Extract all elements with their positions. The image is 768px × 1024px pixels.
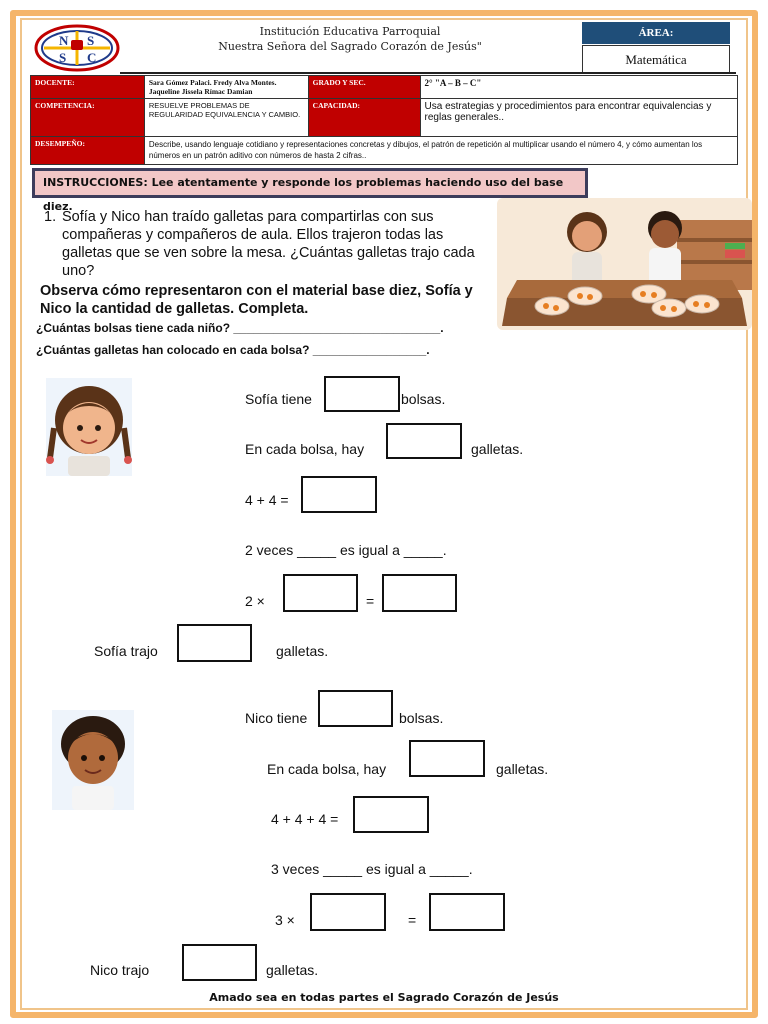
institution-line-1: Institución Educativa Parroquial (259, 25, 441, 38)
observe-instruction: Observa cómo representaron con el material base diez, Sofía y Nico la cantidad de galletas. Completa. (40, 283, 473, 317)
nico-mult-factor-box[interactable] (310, 893, 386, 931)
children-with-cookies-illustration (497, 198, 752, 330)
nico-trajo-galletas-label: galletas. (266, 962, 319, 978)
docente-value-line-2: Jaqueline Jissela Rímac Damian (148, 87, 253, 96)
problem-number: 1. (44, 209, 57, 225)
nico-en-cada-label: En cada bolsa, hay (267, 761, 387, 777)
logo-letter: S (87, 33, 95, 48)
nico-mult-result-box[interactable] (429, 893, 505, 931)
docente-value-line-1: Sara Gómez Palaci. Fredy Alva Montes. (148, 78, 277, 87)
sofia-sum-answer-box[interactable] (301, 476, 377, 513)
docente-value (144, 76, 308, 99)
capacidad-label: CAPACIDAD: (308, 99, 420, 137)
logo-letter: N (59, 33, 69, 48)
nico-sum-answer-box[interactable] (353, 796, 429, 833)
docente-label: DOCENTE: (31, 76, 145, 99)
question-bags: ¿Cuántas bolsas tiene cada niño? _______________________________. (36, 321, 444, 335)
nico-veces-sentence: 3 veces _____ es igual a _____. (271, 861, 473, 877)
institution-line-2: Nuestra Señora del Sagrado Corazón de Jesús" (218, 40, 482, 53)
sofia-cookies-per-bag-box[interactable] (386, 423, 462, 459)
nico-total-answer-box[interactable] (182, 944, 257, 981)
question-cookies: ¿Cuántas galletas han colocado en cada bolsa? _________________. (36, 343, 430, 357)
problem-statement (44, 208, 484, 280)
grado-value: 2° "A – B – C" (420, 76, 737, 99)
nico-cookies-per-bag-box[interactable] (409, 740, 485, 777)
sofia-en-cada-label: En cada bolsa, hay (245, 441, 365, 457)
nico-trajo-label: Nico trajo (90, 962, 150, 978)
desempeno-value: Describe, usando lenguaje cotidiano y representaciones concretas y dibujos, el patrón de repetición al multiplicar usando el número 4, y cómo aumentan los números en un patrón aditivo con números de hasta 2 cifras.. (144, 137, 737, 165)
sofia-trajo-label: Sofía trajo (94, 643, 158, 659)
sofia-trajo-galletas-label: galletas. (276, 643, 329, 659)
header-divider (120, 72, 736, 74)
footer-motto: Amado sea en todas partes el Sagrado Corazón de Jesús (209, 991, 559, 1004)
sofia-total-answer-box[interactable] (177, 624, 252, 662)
instructions-banner: INSTRUCCIONES: Lee atentamente y responde los problemas haciendo uso del base diez. (32, 168, 588, 198)
competencia-value (144, 99, 308, 137)
competencia-value-line-1: RESUELVE PROBLEMAS DE (148, 101, 250, 110)
sofia-galletas-label: galletas. (471, 441, 524, 457)
sofia-veces-sentence: 2 veces _____ es igual a _____. (245, 542, 447, 558)
sofia-equals-sign: = (366, 593, 375, 609)
sofia-bags-answer-box[interactable] (324, 376, 400, 412)
school-logo (34, 24, 120, 72)
info-table (30, 75, 738, 165)
area-value: Matemática (582, 45, 730, 73)
nico-tiene-label: Nico tiene (245, 710, 308, 726)
area-label: ÁREA: (582, 22, 730, 44)
logo-letter: S (59, 50, 67, 65)
nico-portrait (52, 710, 134, 810)
sofia-mult-label: 2 × (245, 593, 265, 609)
nico-bolsas-label: bolsas. (399, 710, 444, 726)
institution-name (140, 24, 560, 54)
grado-label: GRADO Y SEC. (308, 76, 420, 99)
logo-letter: C (87, 50, 97, 65)
capacidad-value: Usa estrategias y procedimientos para encontrar equivalencias y reglas generales.. (420, 99, 737, 137)
sofia-sum-label: 4 + 4 = (245, 492, 289, 508)
nico-sum-label: 4 + 4 + 4 = (271, 811, 339, 827)
sofia-mult-factor-box[interactable] (283, 574, 358, 612)
sofia-tiene-label: Sofía tiene (245, 391, 312, 407)
sofia-portrait (46, 378, 132, 476)
sofia-bolsas-label: bolsas. (401, 391, 446, 407)
nico-bags-answer-box[interactable] (318, 690, 393, 727)
nico-equals-sign: = (408, 912, 417, 928)
sofia-mult-result-box[interactable] (382, 574, 457, 612)
nico-galletas-label: galletas. (496, 761, 549, 777)
problem-text: Sofía y Nico han traído galletas para compartirlas con sus compañeras y compañeros de aula. Ellos trajeron todas las galletas que se ven sobre la mesa. ¿Cuántas galletas trajo cada uno? (62, 209, 475, 279)
desempeno-label: DESEMPEÑO: (31, 137, 145, 165)
competencia-label: COMPETENCIA: (31, 99, 145, 137)
nico-mult-label: 3 × (275, 912, 295, 928)
competencia-value-line-2: REGULARIDAD EQUIVALENCIA Y CAMBIO. (148, 110, 301, 119)
